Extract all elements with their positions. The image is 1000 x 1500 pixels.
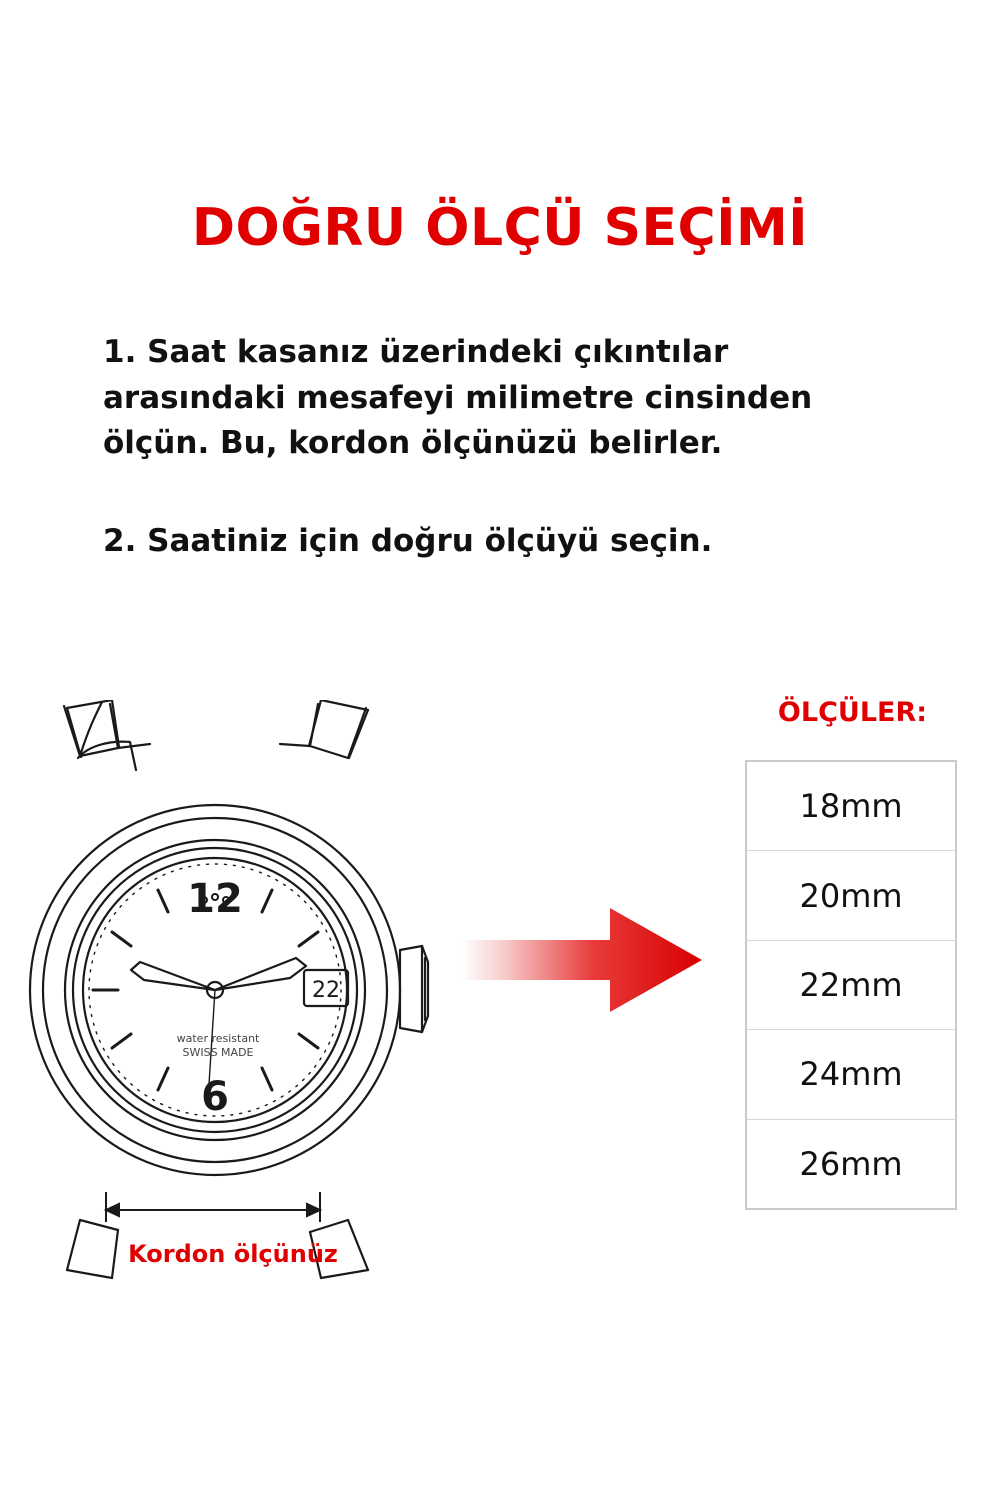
sizes-list bbox=[745, 760, 957, 1210]
sizes-heading: ÖLÇÜLER: bbox=[777, 697, 928, 728]
dial-text-swiss-made: SWISS MADE bbox=[182, 1046, 254, 1059]
size-option[interactable]: 26mm bbox=[799, 1144, 903, 1183]
instruction-step-1: 1. Saat kasanız üzerindeki çıkıntılar arasındaki mesafeyi milimetre cinsinden ölçün. Bu, kordon ölçünüzü belirler. bbox=[103, 334, 813, 462]
size-option[interactable]: 22mm bbox=[747, 941, 955, 1030]
size-option[interactable]: 18mm bbox=[747, 762, 955, 851]
pointer-arrow bbox=[460, 900, 710, 1020]
dial-marker-12: 12 bbox=[187, 876, 243, 922]
right-arrow-icon bbox=[460, 900, 710, 1020]
instruction-step-2: 2. Saatiniz için doğru ölçüyü seçin. bbox=[103, 522, 713, 559]
dial-text-water-resistant: water resistant bbox=[176, 1032, 260, 1045]
size-option[interactable]: 20mm bbox=[747, 851, 955, 940]
instructions-block bbox=[103, 330, 913, 564]
dial-marker-6: 6 bbox=[201, 1074, 229, 1120]
watch-diagram bbox=[18, 700, 448, 1280]
page-title: DOĞRU ÖLÇÜ SEÇİMİ bbox=[191, 198, 809, 258]
measurement-arrow bbox=[106, 1192, 320, 1222]
date-window-value: 22 bbox=[312, 978, 340, 1003]
size-option[interactable]: 24mm bbox=[747, 1030, 955, 1119]
measurement-label: Kordon ölçünüz bbox=[128, 1240, 338, 1268]
watch-line-drawing bbox=[18, 700, 448, 1280]
